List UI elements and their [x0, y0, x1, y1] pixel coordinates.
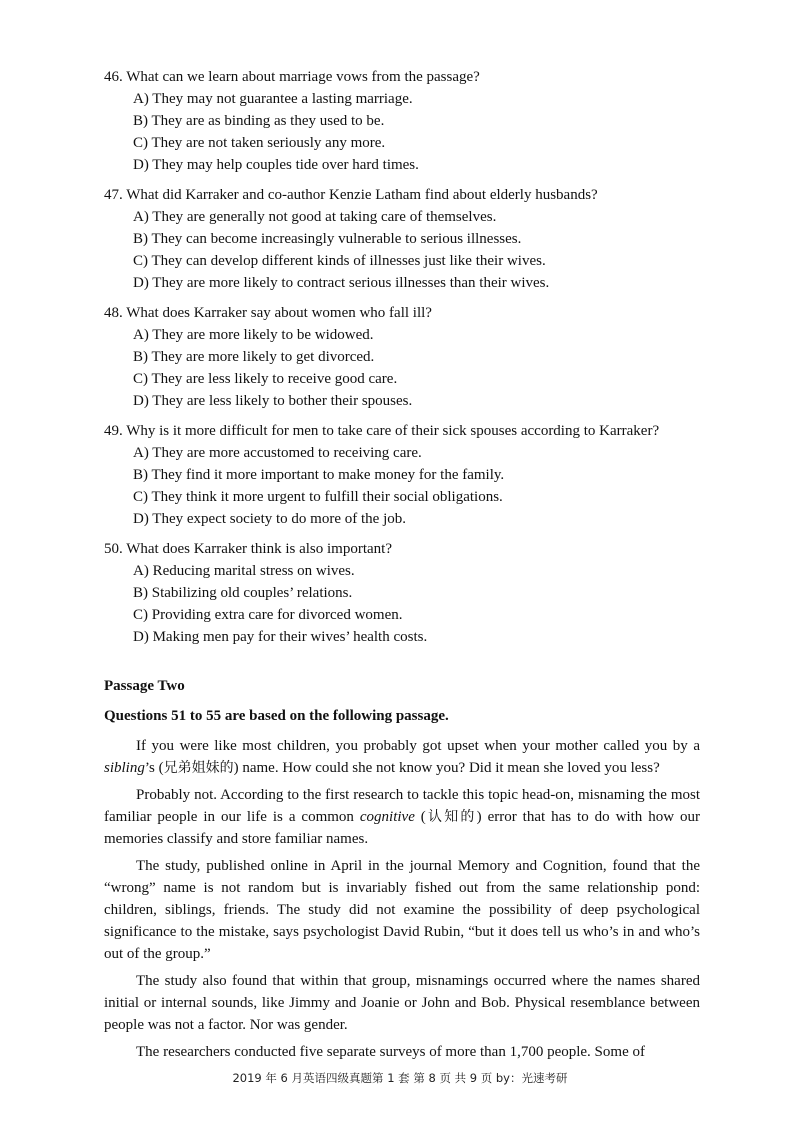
- paragraph-1: [104, 735, 700, 779]
- option-d: D) Making men pay for their wives’ health costs.: [133, 629, 428, 645]
- option-d: D) They expect society to do more of the job.: [133, 511, 406, 527]
- page-footer: 2019 年 6 月英语四级真题第 1 套 第 8 页 共 9 页 by：光速考研: [232, 1071, 568, 1085]
- question-46: [104, 66, 704, 176]
- option-c: C) They are not taken seriously any more.: [133, 135, 386, 151]
- glossed-term: cognitive: [359, 809, 415, 825]
- chinese-gloss: 认知的: [425, 809, 477, 825]
- paragraph-text: Probably not. According to the first research to tackle this topic head-on, misnaming the most familiar people in our life is a common: [104, 787, 700, 825]
- option-a: A) They may not guarantee a lasting marriage.: [133, 91, 413, 107]
- option-d: D) They may help couples tide over hard times.: [133, 157, 419, 173]
- paragraph-text: (: [414, 809, 426, 825]
- paragraph-2: [104, 784, 700, 850]
- paragraph-4: The study also found that within that group, misnamings occurred where the names shared initial or internal sounds, like Jimmy and Joanie or John and Bob. Physical resemblance between people was not a factor. Nor was gender.: [104, 973, 700, 1033]
- paragraph-text: If you were like most children, you probably got upset when your mother called you by a: [136, 738, 700, 754]
- paragraph-3: The study, published online in April in the journal Memory and Cognition, found that the “wrong” name is not random but is invariably fished out from the same relationship pond: children, siblings, friends. The study did not examine the possibility of deep psychological significance to the mistake, says psychologist David Rubin, “but it does tell us who’s in and who’s out of the group.”: [104, 858, 700, 962]
- option-a: A) Reducing marital stress on wives.: [133, 563, 355, 579]
- question-list: [104, 66, 704, 656]
- option-c: C) They are less likely to receive good care.: [133, 371, 398, 387]
- passage-two: [104, 675, 700, 1068]
- option-c: C) They think it more urgent to fulfill their social obligations.: [133, 489, 503, 505]
- option-b: B) They are as binding as they used to be.: [133, 113, 385, 129]
- question-47: [104, 184, 704, 294]
- option-b: B) They are more likely to get divorced.: [133, 349, 375, 365]
- option-d: D) They are less likely to bother their spouses.: [133, 393, 413, 409]
- passage-instruction: Questions 51 to 55 are based on the following passage.: [104, 708, 449, 724]
- question-stem: 46. What can we learn about marriage vows from the passage?: [104, 69, 480, 85]
- question-48: [104, 302, 704, 412]
- option-a: A) They are generally not good at taking care of themselves.: [133, 209, 497, 225]
- question-50: [104, 538, 704, 648]
- passage-title: Passage Two: [104, 678, 185, 694]
- glossed-term: sibling: [104, 760, 145, 776]
- question-stem: 48. What does Karraker say about women who fall ill?: [104, 305, 432, 321]
- question-stem: 49. Why is it more difficult for men to take care of their sick spouses according to Karraker?: [104, 423, 660, 439]
- option-d: D) They are more likely to contract serious illnesses than their wives.: [133, 275, 550, 291]
- option-b: B) They find it more important to make money for the family.: [133, 467, 505, 483]
- question-49: [104, 420, 704, 530]
- option-a: A) They are more likely to be widowed.: [133, 327, 374, 343]
- question-stem: 47. What did Karraker and co-author Kenzie Latham find about elderly husbands?: [104, 187, 598, 203]
- option-c: C) They can develop different kinds of illnesses just like their wives.: [133, 253, 546, 269]
- paragraph-text: ) name. How could she not know you? Did it mean she loved you less?: [233, 760, 660, 776]
- option-b: B) Stabilizing old couples’ relations.: [133, 585, 353, 601]
- question-stem: 50. What does Karraker think is also important?: [104, 541, 392, 557]
- chinese-gloss: 兄弟姐妹的: [163, 760, 234, 776]
- option-a: A) They are more accustomed to receiving care.: [133, 445, 422, 461]
- option-b: B) They can become increasingly vulnerable to serious illnesses.: [133, 231, 522, 247]
- option-c: C) Providing extra care for divorced women.: [133, 607, 403, 623]
- paragraph-text: ) error that has to do with how our memories classify and store familiar names.: [104, 809, 701, 847]
- paragraph-5: The researchers conducted five separate surveys of more than 1,700 people. Some of: [136, 1044, 645, 1060]
- paragraph-text: ’s (: [144, 760, 164, 776]
